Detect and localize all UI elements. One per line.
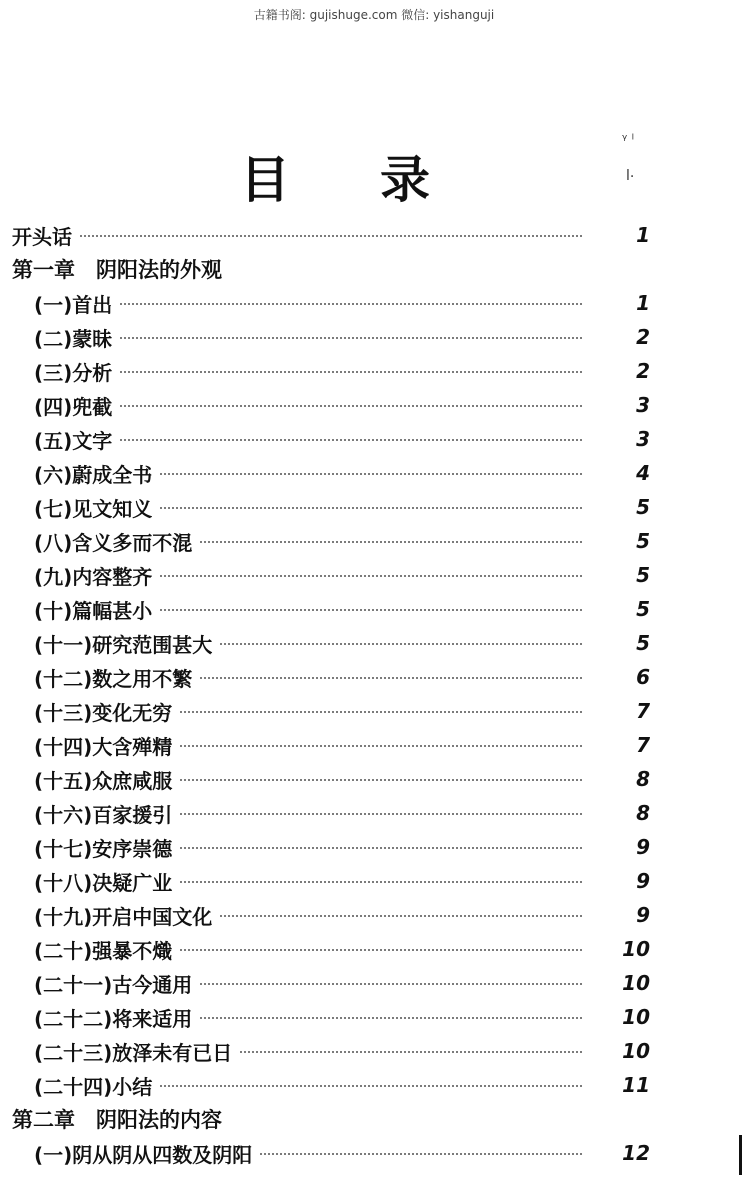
toc-leader-dots (160, 471, 582, 475)
toc-entry (34, 458, 650, 488)
toc-page-number: 5 (636, 597, 650, 621)
toc-page-number: 5 (636, 529, 650, 553)
toc-entry (34, 390, 650, 420)
toc-leader-dots (180, 811, 582, 815)
toc-entry-label: (十二)数之用不繁 (34, 666, 193, 691)
toc-leader-dots (120, 437, 582, 441)
toc-page-number: 7 (636, 699, 650, 723)
toc-entry (34, 1070, 650, 1100)
toc-entry (34, 662, 650, 692)
watermark: 古籍书阁: gujishuge.com 微信: yishanguji (253, 8, 495, 22)
toc-chapter-heading (12, 254, 650, 284)
toc-entry-label: (二十)强暴不熾 (34, 938, 173, 963)
toc-entry (34, 628, 650, 658)
margin-mark: ꞁ. (626, 165, 635, 181)
toc-entry (34, 934, 650, 964)
toc-entry (34, 322, 650, 352)
toc-entry (34, 798, 650, 828)
toc-entry-label: (八)含义多而不混 (34, 530, 193, 555)
toc-leader-dots (180, 777, 582, 781)
toc-page-number: 2 (636, 325, 650, 349)
toc-leader-dots (200, 1015, 582, 1019)
toc-entry (34, 526, 650, 556)
toc-entry-label: (二十三)放泽未有已日 (34, 1040, 233, 1065)
toc-page-number: 5 (636, 495, 650, 519)
toc-entry-label: (十一)研究范围甚大 (34, 632, 213, 657)
toc-entry-label: (六)蔚成全书 (34, 462, 153, 487)
toc-leader-dots (180, 845, 582, 849)
toc-entry (34, 1002, 650, 1032)
toc-entry (34, 764, 650, 794)
toc-page-number: 8 (636, 801, 650, 825)
toc-entry-label: (七)见文知义 (34, 496, 153, 521)
toc-entry-label: (十五)众庶咸服 (34, 768, 173, 793)
toc-entry (34, 288, 650, 318)
toc-leader-dots (200, 675, 582, 679)
toc-entry-label: (九)内容整齐 (34, 564, 153, 589)
toc-entry (34, 900, 650, 930)
toc-page-number: 8 (636, 767, 650, 791)
toc-page-number: 5 (636, 563, 650, 587)
toc-entry (34, 594, 650, 624)
toc-entry-label: 开头话 (12, 224, 72, 249)
toc-entry-label: (二十一)古今通用 (34, 972, 193, 997)
toc-page-number: 6 (636, 665, 650, 689)
toc-page-number: 2 (636, 359, 650, 383)
toc-page-number: 11 (622, 1073, 650, 1097)
toc-leader-dots (220, 913, 582, 917)
toc-entry-label: (十七)安序崇德 (34, 836, 173, 861)
toc-entry-label: (五)文字 (34, 428, 113, 453)
toc-leader-dots (120, 403, 582, 407)
toc-leader-dots (220, 641, 582, 645)
toc-page-number: 9 (636, 903, 650, 927)
toc-entry (34, 866, 650, 896)
toc-entry (34, 424, 650, 454)
toc-page-number: 5 (636, 631, 650, 655)
toc-leader-dots (180, 947, 582, 951)
toc-leader-dots (180, 709, 582, 713)
toc-page-number: 7 (636, 733, 650, 757)
toc-entry-label: (四)兜截 (34, 394, 113, 419)
toc-entry-label: (三)分析 (34, 360, 113, 385)
toc-entry (12, 220, 650, 250)
toc-leader-dots (80, 233, 582, 237)
margin-mark: ᵞ ˡ (622, 132, 634, 148)
toc-entry (34, 356, 650, 386)
toc-leader-dots (180, 879, 582, 883)
toc-entry (34, 730, 650, 760)
toc-entry-label: (一)首出 (34, 292, 113, 317)
toc-page-number: 1 (636, 291, 650, 315)
toc-entry-label: (十三)变化无穷 (34, 700, 173, 725)
toc-leader-dots (200, 981, 582, 985)
toc-entry (34, 968, 650, 998)
toc-entry-label: (十)篇幅甚小 (34, 598, 153, 623)
toc-leader-dots (160, 1083, 582, 1087)
toc-entry-label: (二)蒙昧 (34, 326, 113, 351)
toc-entry-label: 第二章 阴阳法的内容 (12, 1108, 222, 1132)
toc-leader-dots (200, 539, 582, 543)
toc-entry-label: (一)阴从阴从四数及阴阳 (34, 1142, 253, 1167)
toc-entry-label: (十六)百家援引 (34, 802, 173, 827)
toc-entry-label: (二十四)小结 (34, 1074, 153, 1099)
toc-leader-dots (160, 505, 582, 509)
toc-page-number: 9 (636, 835, 650, 859)
toc-page-number: 3 (636, 393, 650, 417)
toc-entry (34, 1036, 650, 1066)
page-title: 目录 (240, 151, 520, 209)
toc-page-number: 10 (622, 1005, 650, 1029)
toc-page-number: 10 (622, 1039, 650, 1063)
toc-entry-label: (十八)决疑广业 (34, 870, 173, 895)
toc-leader-dots (260, 1151, 582, 1155)
toc-page-number: 10 (622, 937, 650, 961)
toc-leader-dots (160, 573, 582, 577)
toc-entry (34, 696, 650, 726)
toc-entry-label: (十九)开启中国文化 (34, 904, 213, 929)
toc-page-number: 1 (636, 223, 650, 247)
toc-leader-dots (120, 369, 582, 373)
toc-page-number: 12 (622, 1141, 650, 1165)
toc-page-number: 10 (622, 971, 650, 995)
toc-leader-dots (180, 743, 582, 747)
toc-chapter-heading (12, 1104, 650, 1134)
toc-entry-label: (二十二)将来适用 (34, 1006, 193, 1031)
toc-entry-label: (十四)大含殚精 (34, 734, 173, 759)
toc-leader-dots (120, 301, 582, 305)
toc-entry (34, 1138, 650, 1168)
toc-leader-dots (240, 1049, 582, 1053)
toc-entry (34, 492, 650, 522)
toc-page-number: 9 (636, 869, 650, 893)
edge-mark (739, 1135, 742, 1175)
toc-entry (34, 832, 650, 862)
toc-page-number: 4 (636, 461, 650, 485)
toc-leader-dots (120, 335, 582, 339)
toc-entry (34, 560, 650, 590)
toc-page-number: 3 (636, 427, 650, 451)
toc-leader-dots (160, 607, 582, 611)
toc-entry-label: 第一章 阴阳法的外观 (12, 258, 222, 282)
